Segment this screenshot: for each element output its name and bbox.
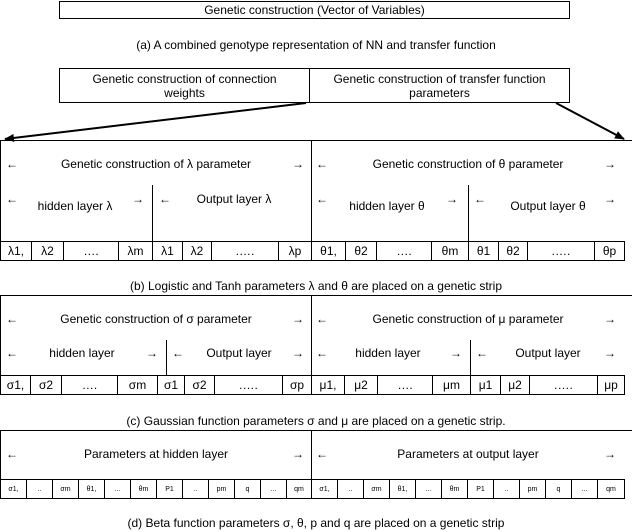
c-sub3-right-arrow: →: [450, 346, 462, 360]
b-cell: θ2: [499, 242, 528, 260]
d-cell: σm: [364, 480, 390, 498]
c-cell: .….: [215, 376, 283, 394]
c-cell: μm: [433, 376, 471, 394]
d-left-arrow-2: ←: [316, 447, 328, 461]
c-sub-output-mu: Output layer: [515, 346, 581, 360]
b-sub1-left-arrow: ←: [6, 192, 18, 206]
b-cell: λ1,: [1, 242, 32, 260]
c-cell: σ1: [158, 376, 185, 394]
d-cell: …: [572, 480, 598, 498]
d-cell: P1: [468, 480, 494, 498]
c-cell: μ1,: [312, 376, 345, 394]
d-cell: ..: [494, 480, 520, 498]
d-cell: q: [546, 480, 572, 498]
b-cell: θ1: [469, 242, 499, 260]
caption-d: (d) Beta function parameters σ, θ, p and q are placed on a genetic strip: [127, 516, 505, 530]
d-cell: θ1,: [390, 480, 416, 498]
d-cell: P1: [157, 480, 183, 498]
d-cell: θ1,: [79, 480, 105, 498]
c-sub-hidden-sigma: hidden layer: [49, 346, 115, 360]
d-cell: …: [105, 480, 131, 498]
b-sub4-left-arrow: ←: [474, 192, 486, 206]
b-cell: θp: [602, 244, 617, 258]
c-sub-hidden-mu: hidden layer: [355, 346, 421, 360]
d-cell: ..: [338, 480, 364, 498]
c-genetic-strip: [0, 375, 625, 395]
b-cell: .….: [528, 242, 595, 260]
b-sub-output-theta: Output layer θ: [510, 199, 586, 213]
c-left-arrow-1: ←: [6, 312, 18, 326]
c-cell: σ1,: [1, 376, 31, 394]
arrow-to-left-edge: [5, 103, 306, 139]
b-cell: ….: [377, 242, 432, 260]
d-cell: σm: [53, 480, 79, 498]
d-cell: ..: [27, 480, 53, 498]
d-right-arrow-1: →: [292, 447, 304, 461]
b-left-arrow-2: ←: [316, 157, 328, 171]
transfer-parameters-label: Genetic construction of transfer function parameters: [333, 71, 546, 100]
b-cell: .….: [212, 242, 279, 260]
b-cell: λm: [119, 242, 153, 260]
b-cell: λ2: [32, 242, 64, 260]
b-cell: θ1,: [312, 242, 346, 260]
c-cell: σp: [283, 376, 312, 394]
b-sub-hidden-theta: hidden layer θ: [349, 199, 425, 213]
d-genetic-strip: [0, 479, 625, 499]
d-cell: …: [261, 480, 287, 498]
d-cell: …: [416, 480, 442, 498]
b-cell: λ2: [183, 242, 212, 260]
b-right-arrow-1: →: [292, 157, 304, 171]
d-cell: σ1,: [312, 480, 338, 498]
c-cell: ….: [378, 376, 433, 394]
d-cell: qm: [287, 480, 312, 498]
c-cell: μ1: [471, 376, 501, 394]
c-cell: ….: [62, 376, 118, 394]
b-cell: θm: [432, 242, 469, 260]
c-right-arrow-2: →: [604, 312, 616, 326]
vector-of-variables-label: Genetic construction (Vector of Variables): [204, 3, 425, 17]
b-cell: θ2: [346, 242, 377, 260]
c-left-arrow-2: ←: [316, 312, 328, 326]
d-cell: ..: [183, 480, 209, 498]
d-header-hidden: Parameters at hidden layer: [83, 447, 229, 461]
c-cell: σ2: [185, 376, 215, 394]
c-cell: μ2: [501, 376, 530, 394]
d-cell: qm: [606, 485, 616, 493]
c-cell: μp: [604, 378, 618, 392]
b-cell: ….: [64, 242, 119, 260]
b-genetic-strip: [0, 241, 625, 261]
c-sub2-left-arrow: ←: [172, 346, 184, 360]
d-header-output: Parameters at output layer: [397, 447, 539, 461]
b-header-theta: Genetic construction of θ parameter: [372, 157, 564, 171]
caption-a: (a) A combined genotype representation of NN and transfer function: [136, 38, 496, 52]
arrow-to-right-edge: [556, 103, 624, 139]
c-sub2-right-arrow: →: [292, 346, 304, 360]
c-cell: σm: [118, 376, 158, 394]
c-header-sigma: Genetic construction of σ parameter: [60, 312, 252, 326]
d-cell: pm: [209, 480, 235, 498]
b-right-arrow-2: →: [604, 157, 616, 171]
c-right-arrow-1: →: [292, 312, 304, 326]
d-cell: θm: [131, 480, 157, 498]
b-cell: λp: [279, 242, 312, 260]
d-right-arrow-2: →: [604, 447, 616, 461]
b-sub3-right-arrow: →: [446, 192, 458, 206]
c-sub4-right-arrow: →: [604, 346, 616, 360]
b-header-lambda: Genetic construction of λ parameter: [60, 157, 252, 171]
d-cell: q: [235, 480, 261, 498]
b-sub2-left-arrow: ←: [159, 192, 171, 206]
d-cell: σ1,: [1, 480, 27, 498]
c-sub1-left-arrow: ←: [6, 346, 18, 360]
b-sub3-left-arrow: ←: [316, 192, 328, 206]
c-cell: .….: [530, 376, 598, 394]
d-cell: pm: [520, 480, 546, 498]
c-cell: μ2: [345, 376, 378, 394]
c-sub4-left-arrow: ←: [476, 346, 488, 360]
c-cell: σ2: [31, 376, 62, 394]
c-sub1-right-arrow: →: [146, 346, 158, 360]
c-header-mu: Genetic construction of μ parameter: [372, 312, 564, 326]
b-sub-hidden-lambda: hidden layer λ: [37, 199, 113, 213]
b-sub1-right-arrow: →: [132, 192, 144, 206]
d-cell: θm: [442, 480, 468, 498]
b-sub4-right-arrow: →: [604, 192, 616, 206]
caption-c: (c) Gaussian function parameters σ and μ are placed on a genetic strip.: [126, 414, 506, 428]
c-sub-output-sigma: Output layer: [206, 346, 272, 360]
caption-b: (b) Logistic and Tanh parameters λ and θ are placed on a genetic strip: [130, 279, 502, 293]
b-left-arrow-1: ←: [6, 157, 18, 171]
c-sub3-left-arrow: ←: [316, 346, 328, 360]
d-left-arrow-1: ←: [6, 447, 18, 461]
connection-weights-label: Genetic construction of connection weights: [92, 71, 277, 100]
b-cell: λ1: [153, 242, 183, 260]
b-sub-output-lambda: Output layer λ: [196, 192, 272, 206]
